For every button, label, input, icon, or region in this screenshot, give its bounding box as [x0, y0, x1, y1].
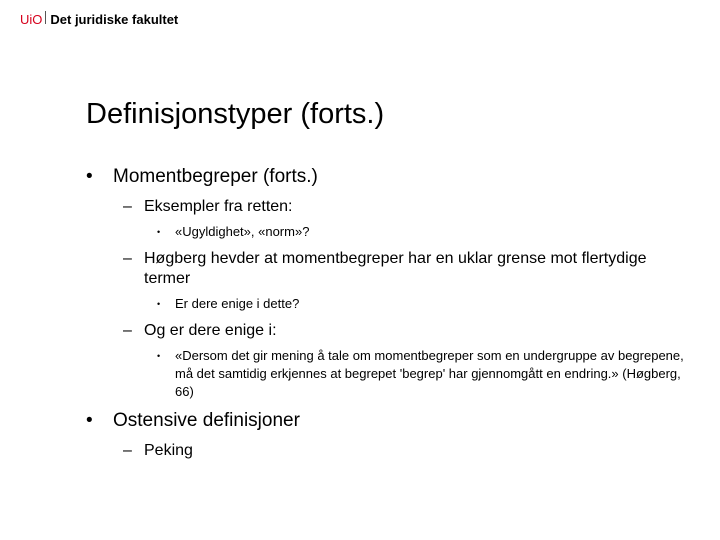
slide-title: Definisjonstyper (forts.) — [86, 98, 385, 130]
bullet-dot-icon: • — [157, 227, 161, 237]
bullet-level2 — [123, 197, 686, 217]
bullet-level3 — [157, 295, 686, 313]
bullet-dot-icon: • — [86, 410, 93, 431]
bullet-level3 — [157, 223, 686, 241]
bullet-level2 — [123, 321, 686, 341]
bullet-text: Ostensive definisjoner — [113, 410, 300, 431]
bullet-dot-icon: • — [157, 299, 161, 309]
bullet-text: Eksempler fra retten: — [144, 198, 293, 215]
bullet-text: Peking — [144, 442, 193, 459]
bullet-text: Er dere enige i dette? — [175, 296, 300, 311]
bullet-dash-icon: – — [123, 442, 132, 459]
bullet-level3 — [157, 347, 686, 401]
bullet-text: «Dersom det gir mening å tale om momentbegreper som en undergruppe av begrepene, må det samtidig erkjennes at begrepet 'begrep' har gjennomgått en endring.» (Høgberg, 66) — [175, 348, 684, 399]
bullet-level2 — [123, 441, 686, 461]
bullet-dash-icon: – — [123, 198, 132, 215]
bullet-text: «Ugyldighet», «norm»? — [175, 224, 310, 239]
bullet-dash-icon: – — [123, 322, 132, 339]
bullet-dot-icon: • — [86, 166, 93, 187]
faculty-name: Det juridiske fakultet — [50, 12, 179, 27]
bullet-text: Og er dere enige i: — [144, 322, 277, 339]
bullet-level1 — [86, 409, 686, 433]
bullet-dash-icon: – — [123, 250, 132, 267]
bullet-level1 — [86, 165, 686, 189]
faculty-logo — [20, 11, 178, 31]
bullet-text: Høgberg hevder at momentbegreper har en uklar grense mot flertydige termer — [144, 250, 647, 287]
uio-logo-text: UiO — [20, 12, 43, 27]
bullet-text: Momentbegreper (forts.) — [113, 166, 318, 187]
slide-body — [86, 165, 686, 467]
bullet-dot-icon: • — [157, 351, 161, 361]
bullet-level2 — [123, 249, 686, 289]
logo-divider — [45, 11, 46, 24]
